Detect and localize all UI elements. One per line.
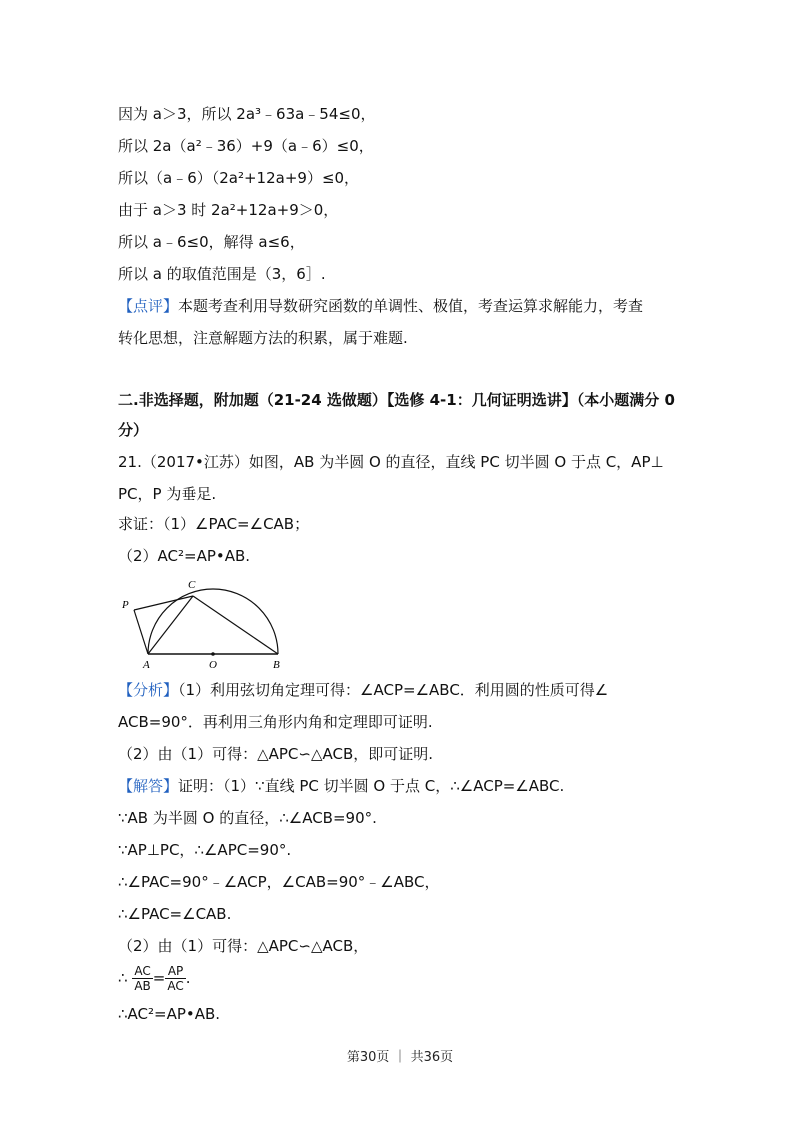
solution-tag: 【解答】	[118, 777, 179, 795]
solution-line: ∴∠PAC=90°﹣∠ACP，∠CAB=90°﹣∠ABC，	[118, 873, 440, 891]
label-b: B	[273, 659, 280, 671]
text-line: 所以 2a（a²﹣36）+9（a﹣6）≤0，	[118, 137, 374, 155]
solution-text: 证明：（1）∵直线 PC 切半圆 O 于点 C，∴∠ACP=∠ABC.	[178, 777, 565, 795]
solution-line: ∵AB 为半圆 O 的直径，∴∠ACB=90°.	[118, 809, 377, 827]
solution-fraction-line	[118, 962, 191, 994]
problem-line: PC，P 为垂足.	[118, 485, 217, 503]
semicircle-arc	[148, 589, 278, 654]
solution-line: ∴AC²=AP•AB.	[118, 1005, 221, 1023]
therefore-symbol: ∴	[118, 969, 128, 987]
label-p: P	[122, 599, 129, 611]
analysis-line: （2）由（1）可得：△APC∽△ACB，即可证明.	[118, 745, 434, 763]
analysis-line	[118, 680, 608, 700]
analysis-line: ACB=90°．再利用三角形内角和定理即可证明.	[118, 713, 433, 731]
solution-line	[118, 776, 564, 796]
text-line: 由于 a＞3 时 2a²+12a+9＞0，	[118, 201, 339, 219]
fraction-ap-ac	[165, 964, 185, 993]
solution-line: （2）由（1）可得：△APC∽△ACB，	[118, 937, 369, 955]
comment-tag: 【点评】	[118, 297, 179, 315]
section-title: 分）	[118, 421, 149, 439]
comment-text: 本题考查利用导数研究函数的单调性、极值，考查运算求解能力，考查	[178, 297, 644, 315]
text-line: 所以 a﹣6≤0，解得 a≤6，	[118, 233, 305, 251]
geometry-figure	[112, 574, 297, 674]
problem-line: 求证：（1）∠PAC=∠CAB；	[118, 515, 310, 533]
text-line: 因为 a＞3，所以 2a³﹣63a﹣54≤0，	[118, 105, 376, 123]
page-footer: 第30页 ｜ 共36页	[346, 1050, 454, 1065]
text-line: 所以 a 的取值范围是（3，6］.	[118, 265, 326, 283]
solution-line: ∵AP⊥PC，∴∠APC=90°.	[118, 841, 292, 859]
period: .	[185, 969, 191, 987]
label-c: C	[188, 579, 196, 591]
fraction-numerator: AC	[132, 964, 152, 979]
analysis-text: （1）利用弦切角定理可得：∠ACP=∠ABC．利用圆的性质可得∠	[178, 681, 609, 699]
comment-line	[118, 296, 643, 316]
fraction-ac-ab	[132, 964, 152, 993]
fraction-denominator: AC	[167, 979, 184, 993]
section-title: 二.非选择题，附加题（21-24 选做题）【选修 4-1：几何证明选讲】（本小题满分 0	[118, 391, 675, 409]
fraction-denominator: AB	[134, 979, 151, 993]
problem-line: （2）AC²=AP•AB.	[118, 547, 251, 565]
analysis-tag: 【分析】	[118, 681, 179, 699]
label-o: O	[209, 659, 217, 671]
comment-line: 转化思想，注意解题方法的积累，属于难题.	[118, 329, 408, 347]
label-a: A	[143, 659, 150, 671]
fraction-numerator: AP	[165, 964, 185, 979]
problem-line: 21.（2017•江苏）如图，AB 为半圆 O 的直径，直线 PC 切半圆 O 于点 C，AP⊥	[118, 453, 664, 471]
segment-ap	[134, 610, 148, 654]
solution-line: ∴∠PAC=∠CAB.	[118, 905, 232, 923]
text-line: 所以（a﹣6）（2a²+12a+9）≤0，	[118, 169, 360, 187]
segment-cb	[193, 596, 278, 654]
center-point-o	[211, 652, 215, 656]
equals-sign: =	[152, 969, 166, 987]
